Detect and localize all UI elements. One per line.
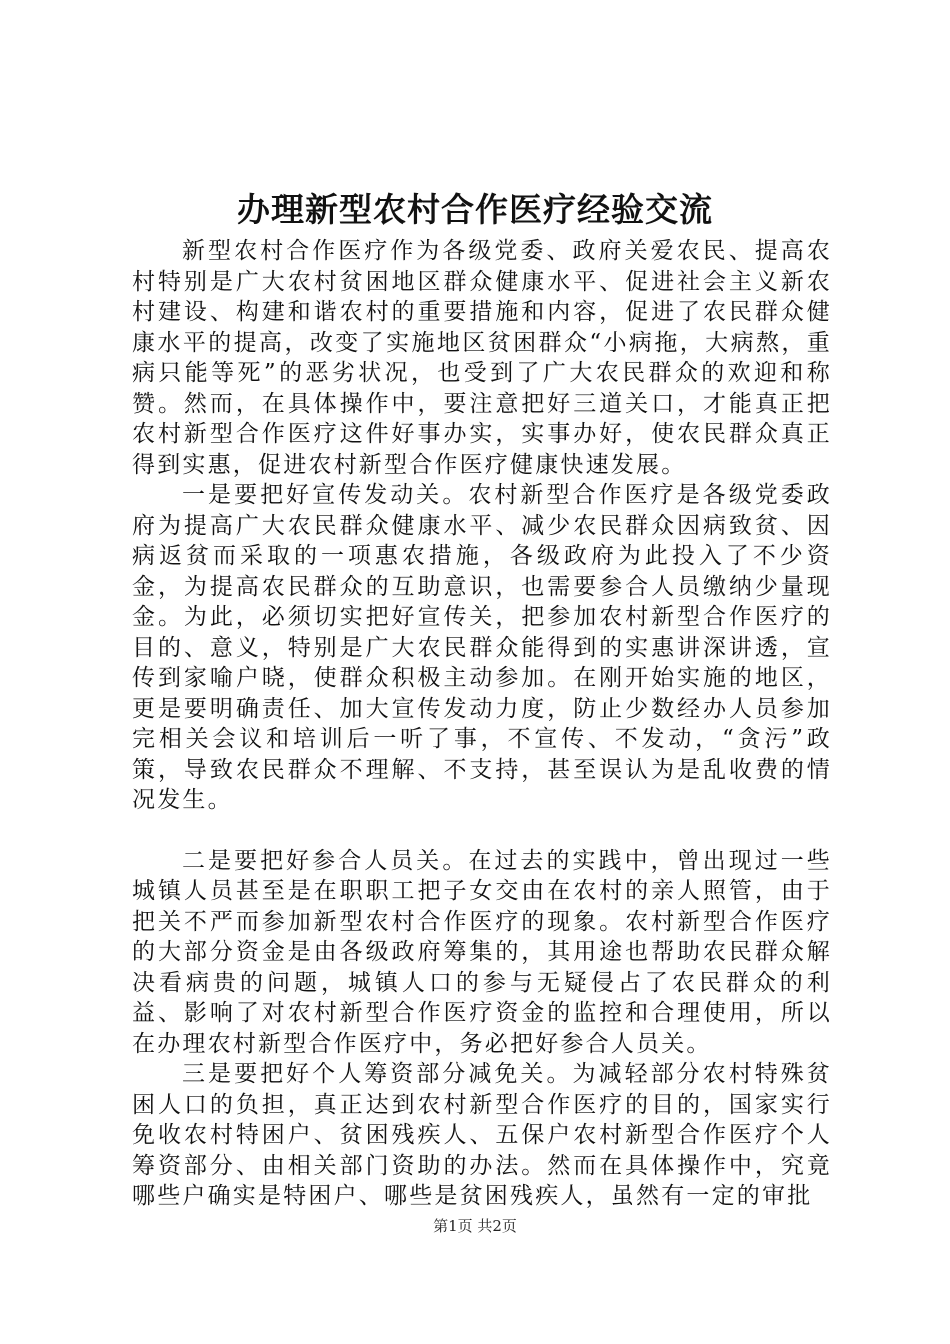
- intro-paragraph: 新型农村合作医疗作为各级党委、政府关爱农民、提高农村特别是广大农村贫困地区群众健康水平、促进社会主义新农村建设、构建和谐农村的重要措施和内容，促进了农民群众健康水平的提高，改变了实施地区贫困群众“小病拖，大病熬，重病只能等死”的恶劣状况，也受到了广大农民群众的欢迎和称赞。然而，在具体操作中，要注意把好三道关口，才能真正把农村新型合作医疗这件好事办实，实事办好，使农民群众真正得到实惠，促进农村新型合作医疗健康快速发展。: [132, 238, 832, 478]
- document-title: 办理新型农村合作医疗经验交流: [237, 190, 713, 229]
- paragraph-participants: 二是要把好参合人员关。在过去的实践中，曾出现过一些城镇人员甚至是在职职工把子女交由在农村的亲人照管，由于把关不严而参加新型农村合作医疗的现象。农村新型合作医疗的大部分资金是由各级政府筹集的，其用途也帮助农民群众解决看病贵的问题，城镇人口的参与无疑侵占了农民群众的利益、影响了对农村新型合作医疗资金的监控和合理使用，所以在办理农村新型合作医疗中，务必把好参合人员关。: [132, 847, 832, 1057]
- paragraph-fee-exemption: 三是要把好个人筹资部分减免关。为减轻部分农村特殊贫困人口的负担，真正达到农村新型合作医疗的目的，国家实行免收农村特困户、贫困残疾人、五保户农村新型合作医疗个人筹资部分、由相关部门资助的办法。然而在具体操作中，究竟哪些户确实是特困户、哪些是贫困残疾人，虽然有一定的审批: [132, 1061, 832, 1209]
- paragraph-publicity: 一是要把好宣传发动关。农村新型合作医疗是各级党委政府为提高广大农民群众健康水平、减少农民群众因病致贫、因病返贫而采取的一项惠农措施，各级政府为此投入了不少资金，为提高农民群众的互助意识，也需要参合人员缴纳少量现金。为此，必须切实把好宣传关，把参加农村新型合作医疗的目的、意义，特别是广大农民群众能得到的实惠讲深讲透，宣传到家喻户晓，使群众积极主动参加。在刚开始实施的地区，更是要明确责任、加大宣传发动力度，防止少数经办人员参加完相关会议和培训后一听了事，不宣传、不发动，“贪污”政策，导致农民群众不理解、不支持，甚至误认为是乱收费的情况发生。: [132, 482, 832, 813]
- document-body: [132, 236, 832, 1212]
- page-number: 第1页 共2页: [433, 1217, 517, 1235]
